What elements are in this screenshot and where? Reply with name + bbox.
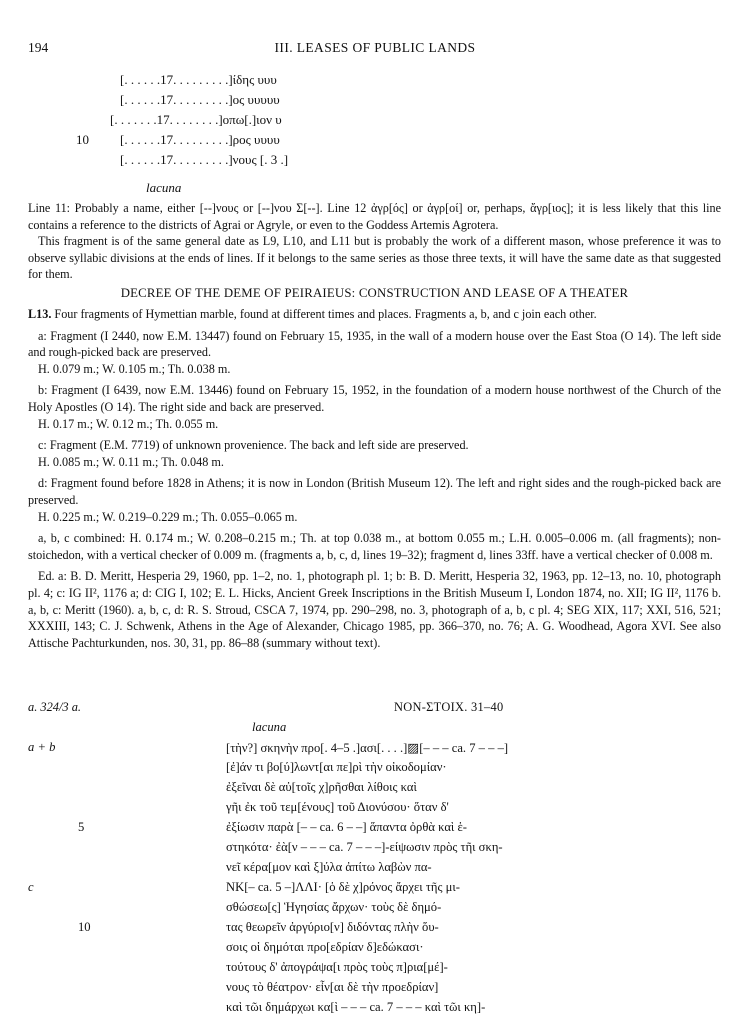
fragment-dimensions: H. 0.079 m.; W. 0.105 m.; Th. 0.038 m. — [38, 361, 231, 376]
line-number: 10 — [78, 920, 91, 934]
fragment-description: a: Fragment (I 2440, now E.M. 13447) found on February 15, 1935, in the wall of a modern house over the East Stoa (O 14). The left side and rough-picked back are preserved. — [28, 328, 721, 360]
line-number: 5 — [78, 820, 85, 834]
inscription-line: γῆι ἐκ τοῦ τεμ[ένους] τοῦ Διονύσου· ὅταν δ' — [226, 800, 449, 814]
inscription-line: ἐξίωσιν παρὰ [– – ca. 6 – –] ἅπαντα ὀρθὰ καὶ ἑ- — [226, 820, 467, 834]
lacuna-label: lacuna — [146, 180, 182, 195]
fragment-dimensions: H. 0.17 m.; W. 0.12 m.; Th. 0.055 m. — [38, 416, 219, 431]
entry-label: L13. — [28, 307, 52, 321]
inscription-line: ἐξεῖναι δὲ αὐ[τοῖς χ]ρῆσθαι λίθοις καὶ — [226, 780, 417, 794]
fragment-line: [. . . . . .17. . . . . . . . .]ίδης υυυ — [120, 72, 277, 87]
fragment-description: c: Fragment (E.M. 7719) of unknown provenience. The back and left side are preserved. — [38, 438, 469, 453]
inscription-line: καὶ τῶι δημάρχωι κα[ὶ – – – ca. 7 – – – καὶ τῶι κη]- — [226, 1000, 486, 1014]
fragment-description: b: Fragment (I 6439, now E.M. 13446) found on February 15, 1952, in the foundation of a modern house northwest of the Church of the Holy Apostles (O 14). The right side and back are preserved. — [28, 383, 721, 414]
commentary — [28, 200, 721, 283]
combined-dimensions: a, b, c combined: H. 0.174 m.; W. 0.208–0.215 m.; Th. at top 0.038 m., at bottom 0.055 m.; L.H. 0.005–0.006 m. (all fragments); non-stoichedon, with a vertical checker of 0.009 m. (fragments a, b, c, d, lines 19–32); fragment d, lines 33ff. have a vertical checker of 0.008 m. — [28, 531, 721, 562]
inscription-line: στηκότα· ἐὰ[ν – – – ca. 7 – – –]-είψωσιν πρὸς τῆι σκη- — [226, 840, 503, 854]
running-title: III. LEASES OF PUBLIC LANDS — [274, 40, 476, 55]
section-title: DECREE OF THE DEME OF PEIRAIEUS: CONSTRUCTION AND LEASE OF A THEATER — [120, 286, 629, 300]
commentary-paragraph: This fragment is of the same general date as L9, L10, and L11 but is probably the work of a different mason, whose preference it was to observe syllabic divisions at the ends of lines. If it belongs to the same series as those three texts, it will have the same date as that suggested for them. — [28, 234, 721, 282]
running-head — [28, 40, 722, 60]
text-date: a. 324/3 a. — [28, 700, 82, 714]
fragment-line: [. . . . . .17. . . . . . . . .]νους [. 3 .] — [120, 152, 289, 167]
editions: Ed. a: B. D. Meritt, Hesperia 29, 1960, pp. 1–2, no. 1, photograph pl. 1; b: B. D. Meritt, Hesperia 32, 1963, pp. 12–13, no. 10, photograph pl. 4; c: IG II², 1176 a; d: CIG I, 102; E. L. Hicks, Ancient Greek Inscriptions in the British Museum I, London 1874, no. XII; IG II², 1176 b. a, b, c: Meritt (1960). a, b, c, d: R. S. Stroud, CSCA 7, 1974, pp. 290–298, no. 3, photograph of a, b, c pl. 4; SEG XIX, 117; XXI, 516, 521; XXXIII, 143; C. J. Schwenk, Athens in the Age of Alexander, Chicago 1985, pp. 366–370, no. 76; A. G. Woodhead, Agora XVI. See also Attische Pachturkunden, nos. 30, 31, pp. 86–88 (summary without text). — [28, 569, 721, 650]
page-number: 194 — [28, 40, 49, 55]
fragment-dimensions: H. 0.225 m.; W. 0.219–0.229 m.; Th. 0.055–0.065 m. — [38, 509, 298, 524]
lacuna-label: lacuna — [252, 720, 287, 734]
fragment-dimensions: H. 0.085 m.; W. 0.11 m.; Th. 0.048 m. — [38, 454, 224, 469]
l13-description — [28, 306, 721, 651]
line-number: 10 — [76, 132, 89, 147]
inscription-line: τας θεωρεῖν ἀργύριο[ν] διδόντας πλὴν ὅυ- — [226, 920, 439, 934]
inscription-line: νεῖ κέρα[μον καὶ ξ]ύλα ἀπίτω λαβὼν πα- — [226, 860, 432, 874]
inscription-line: [τὴν?] σκηνὴν προ[. 4–5 .]ασι[. . . .]▨[– – – ca. 7 – – –] — [226, 741, 509, 755]
inscription-line: νους τὸ θέατρον· εἶν[αι δὲ τὴν προεδρίαν] — [226, 980, 439, 994]
fragment-description: d: Fragment found before 1828 in Athens; it is now in London (British Museum 12). The left and right sides and the rough-picked back are preserved. — [28, 476, 721, 507]
inscription-line: σθώσεω[ς] Ἡγησίας ἄρχων· τοὺς δὲ δημό- — [226, 900, 442, 914]
fragment-marker: a + b — [28, 740, 56, 754]
fragment-marker: c — [28, 880, 34, 894]
inscription-line: σοις οἱ δημόται προ[εδρίαν δ]εδώκασι· — [226, 940, 424, 954]
commentary-paragraph: Line 11: Probably a name, either [--]νους or [--]νου Σ[--]. Line 12 ἀγρ[ός] or ἀγρ[οί] or, perhaps, ἄγρ[ιος]; it is less likely that this line contains a reference to the districts of Agrai or Agryle, or even to the Goddess Artemis Agrotera. — [28, 201, 721, 232]
text-format: NON-ΣΤΟΙΧ. 31–40 — [394, 700, 504, 714]
fragment-line: [. . . . . .17. . . . . . . . .]ρος υυυυ — [120, 132, 280, 147]
inscription-line: τούτους δ' ἀπογράψα[ι πρὸς τοὺς π]ρια[μέ]- — [226, 960, 448, 974]
fragment-line: [. . . . . .17. . . . . . . . .]ος υυυυυ — [120, 92, 280, 107]
entry-intro: Four fragments of Hymettian marble, found at different times and places. Fragments a, b, and c join each other. — [54, 307, 597, 321]
fragment-line: [. . . . . . .17. . . . . . . .]οπω[.]ιον υ — [110, 112, 282, 127]
inscription-line: ΝΚ[– ca. 5 –]ΛΛΙ· [ὁ δὲ χ]ρόνος ἄρχει τῆς μι- — [226, 880, 460, 894]
inscription-line: [ἐ]άν τι βο[ύ]λωντ[αι πε]ρὶ τὴν οἰκοδομίαν· — [226, 760, 447, 774]
